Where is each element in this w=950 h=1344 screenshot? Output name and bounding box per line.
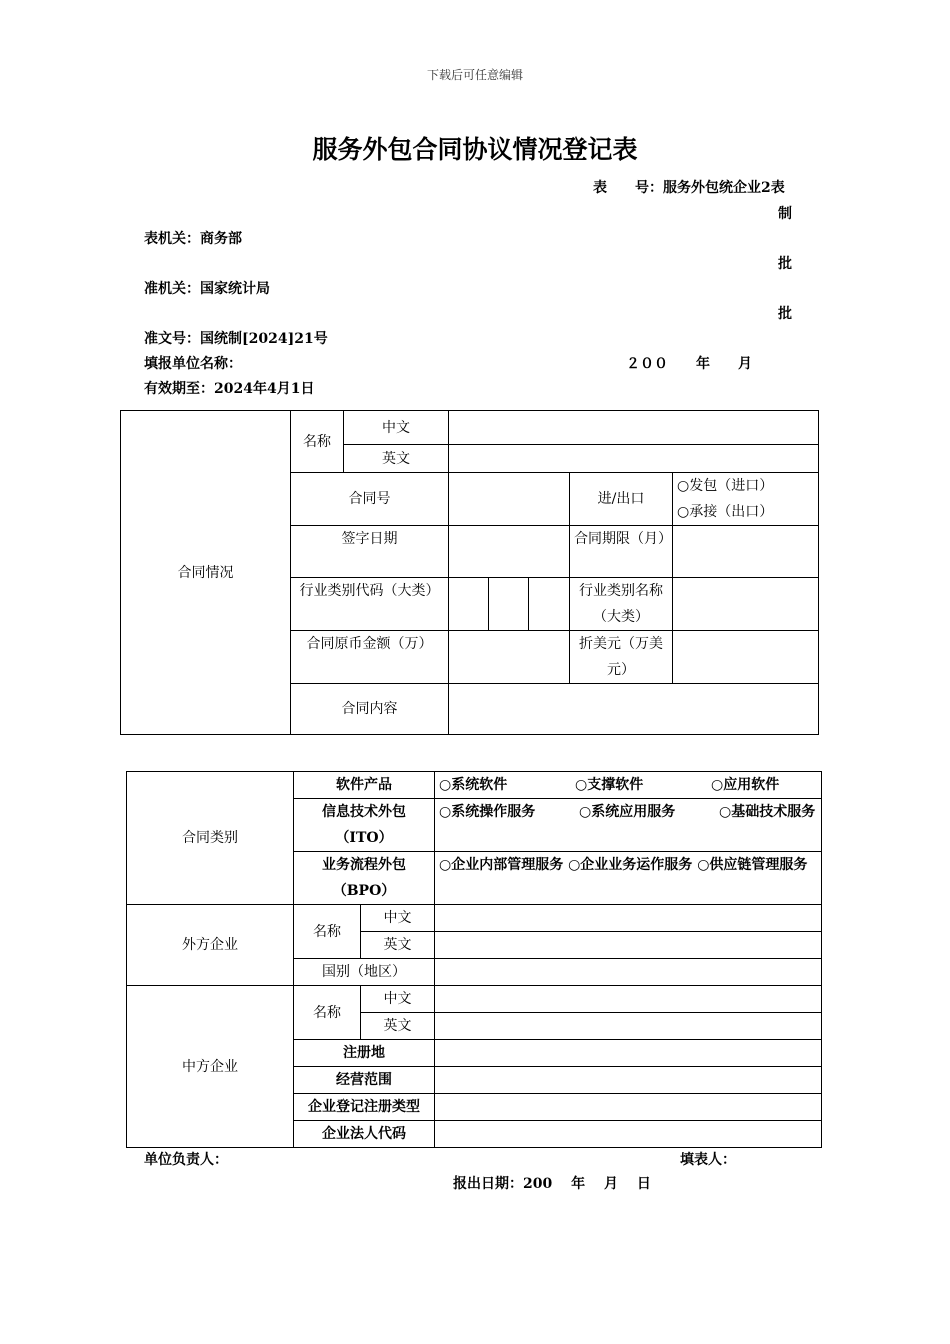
industry-code-label: 行业类别代码（大类） [291,578,449,631]
section-contract-info: 合同情况 [121,411,291,735]
chinese-en-label: 英文 [361,1013,435,1040]
option-outsource[interactable]: ○发包（进口） [677,478,774,494]
name-cn-field[interactable] [449,411,819,445]
content-label: 合同内容 [291,684,449,735]
option-support-software[interactable]: ○支撑软件 [575,777,644,793]
software-label: 软件产品 [294,772,435,799]
chinese-name-en-field[interactable] [435,1013,822,1040]
option-supply-chain[interactable]: ○供应链管理服务 [697,857,808,873]
pi-char-2: 批 [778,306,792,322]
page-title: 服务外包合同协议情况登记表 [312,135,638,164]
doc-number: 准文号：国统制[2024]21号 [144,331,328,347]
foreign-name-en-field[interactable] [435,932,822,959]
industry-code-field-2[interactable] [489,578,529,631]
header-note: 下载后可任意编辑 [426,68,523,82]
reg-place-label: 注册地 [294,1040,435,1067]
cn-label: 中文 [344,411,449,445]
option-system-operation[interactable]: ○系统操作服务 [439,804,536,820]
usd-label: 折美元（万美元） [570,631,673,684]
reg-place-field[interactable] [435,1040,822,1067]
industry-code-field-3[interactable] [529,578,570,631]
industry-name-field[interactable] [673,578,819,631]
direction-options [673,473,819,526]
software-options [435,772,822,799]
legal-code-label: 企业法人代码 [294,1121,435,1148]
option-system-application[interactable]: ○系统应用服务 [579,804,676,820]
name-en-field[interactable] [449,445,819,473]
option-business-operation[interactable]: ○企业业务运作服务 [568,857,693,873]
usd-field[interactable] [673,631,819,684]
zhi-char: 制 [778,206,792,222]
industry-code-field-1[interactable] [449,578,489,631]
option-basic-tech[interactable]: ○基础技术服务 [719,804,816,820]
country-label: 国别（地区） [294,959,435,986]
contract-no-label: 合同号 [291,473,449,526]
reg-type-field[interactable] [435,1094,822,1121]
option-system-software[interactable]: ○系统软件 [439,777,508,793]
ito-label: 信息技术外包（ITO） [294,799,435,852]
scope-label: 经营范围 [294,1067,435,1094]
contract-info-table [120,410,819,735]
category-label: 合同类别 [127,772,294,905]
form-number: 表 号：服务外包统企业2表 [593,180,785,196]
unit-head-label: 单位负责人： [144,1152,228,1168]
foreign-name-cn-field[interactable] [435,905,822,932]
foreign-cn-label: 中文 [361,905,435,932]
legal-code-field[interactable] [435,1121,822,1148]
issuer-label: 表机关：商务部 [144,231,242,247]
import-export-label: 进/出口 [570,473,673,526]
option-undertake[interactable]: ○承接（出口） [677,504,774,520]
term-label: 合同期限（月） [570,526,673,578]
valid-until: 有效期至：2024年4月1日 [144,381,315,397]
amount-field[interactable] [449,631,570,684]
foreign-name-label: 名称 [294,905,361,959]
amount-label: 合同原币金额（万） [291,631,449,684]
reg-type-label: 企业登记注册类型 [294,1094,435,1121]
bpo-label: 业务流程外包（BPO） [294,852,435,905]
filler-label: 填表人： [680,1152,736,1168]
unit-name-label: 填报单位名称： [144,356,242,372]
parties-table [126,771,822,1148]
industry-name-label: 行业类别名称（大类） [570,578,673,631]
chinese-name-label: 名称 [294,986,361,1040]
contract-no-field[interactable] [449,473,570,526]
name-label: 名称 [291,411,344,473]
chinese-cn-label: 中文 [361,986,435,1013]
ito-options [435,799,822,852]
pi-char-1: 批 [778,256,792,272]
report-date: 报出日期：200 年 月 日 [453,1176,651,1192]
option-application-software[interactable]: ○应用软件 [711,777,780,793]
bpo-options [435,852,822,905]
option-internal-management[interactable]: ○企业内部管理服务 [439,857,564,873]
approver-label: 准机关：国家统计局 [144,281,270,297]
report-period: ２００ 年 月 [626,356,752,372]
country-field[interactable] [435,959,822,986]
sign-date-label: 签字日期 [291,526,449,578]
chinese-party-label: 中方企业 [127,986,294,1148]
chinese-name-cn-field[interactable] [435,986,822,1013]
content-field[interactable] [449,684,819,735]
foreign-party-label: 外方企业 [127,905,294,986]
foreign-en-label: 英文 [361,932,435,959]
sign-date-field[interactable] [449,526,570,578]
scope-field[interactable] [435,1067,822,1094]
en-label: 英文 [344,445,449,473]
term-field[interactable] [673,526,819,578]
